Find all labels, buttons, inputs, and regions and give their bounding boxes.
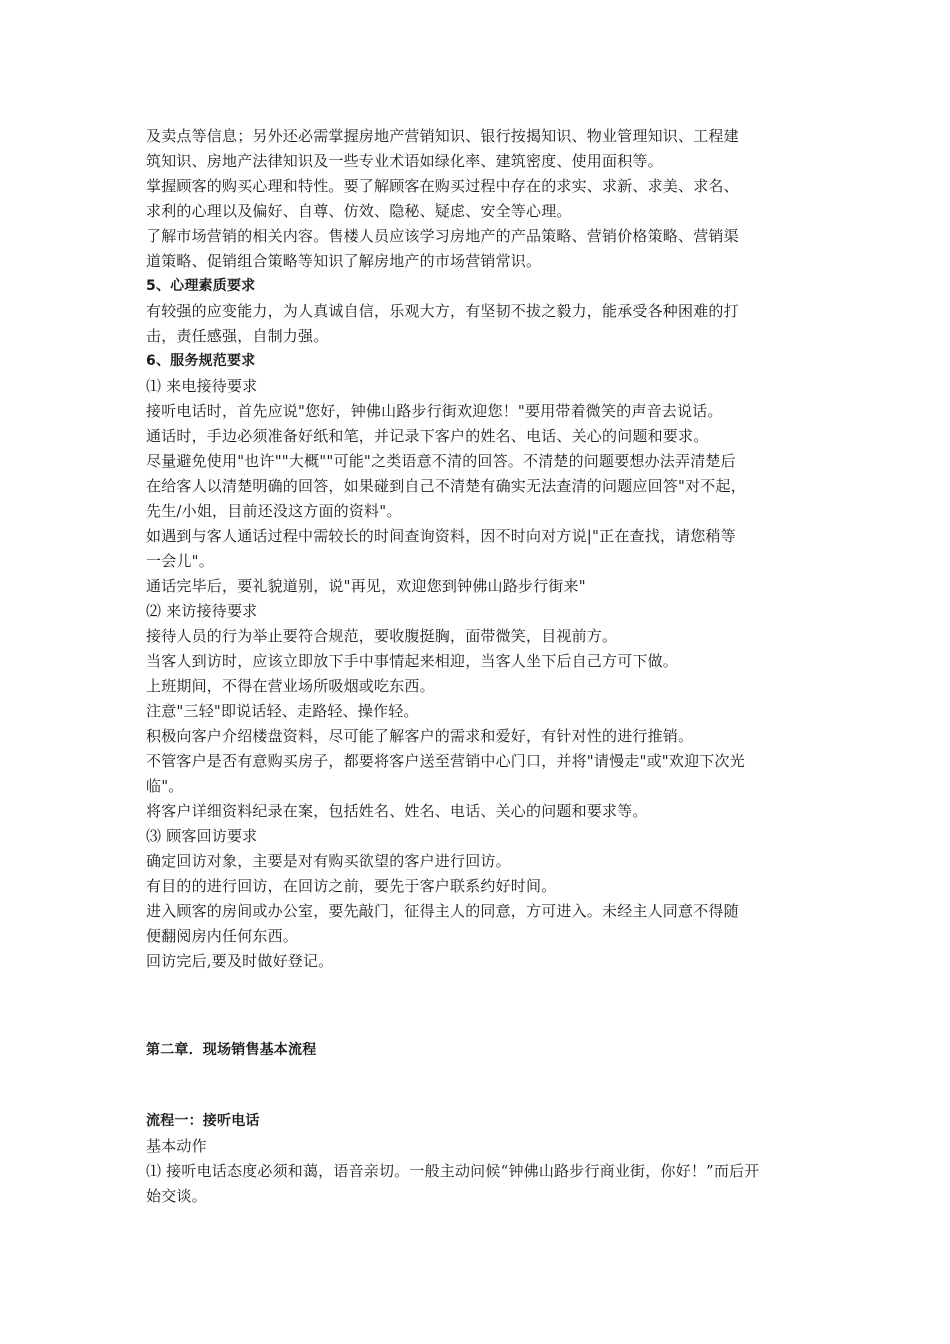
text-line: 先生/小姐，目前还没这方面的资料"。 [146,502,402,520]
text-line: 注意"三轻"即说话轻、走路轻、操作轻。 [146,702,419,720]
paragraph-block [146,299,806,349]
document-page [146,124,806,1209]
text-line: 通话完毕后，要礼貌道别，说"再见，欢迎您到钟佛山路步行街来" [146,577,586,595]
text-line: 如遇到与客人通话过程中需较长的时间查询资料，因不时向对方说|"正在查找，请您稍等 [146,527,736,545]
flow-title: 流程一：接听电话 [146,1113,260,1129]
paragraph-block [146,124,806,274]
section-heading-service: 6、服务规范要求 [146,353,256,369]
text-line: 将客户详细资料纪录在案，包括姓名、姓名、电话、关心的问题和要求等。 [146,802,648,820]
text-line: 在给客人以清楚明确的回答，如果碰到自己不清楚有确实无法查清的问题应回答"对不起， [146,477,746,495]
section-heading-psychology: 5、心理素质要求 [146,278,256,294]
text-line: 筑知识、房地产法律知识及一些专业术语如绿化率、建筑密度、使用面积等。 [146,152,663,170]
text-line: 掌握顾客的购买心理和特性。要了解顾客在购买过程中存在的求实、求新、求美、求名、 [146,177,739,195]
text-line: ⑵ 来访接待要求 [146,602,258,620]
spacer [146,974,806,1038]
text-line: 通话时，手边必须准备好纸和笔，并记录下客户的姓名、电话、关心的问题和要求。 [146,427,709,445]
text-line: 接听电话时，首先应说"您好，钟佛山路步行街欢迎您！"要用带着微笑的声音去说话。 [146,402,723,420]
text-line: ⑶ 顾客回访要求 [146,827,258,845]
text-line: 道策略、促销组合策略等知识了解房地产的市场营销常识。 [146,252,542,270]
text-line: ⑴ 接听电话态度必须和蔼，语音亲切。一般主动问候“钟佛山路步行商业街，你好！”而后开 [146,1162,760,1180]
text-line: 了解市场营销的相关内容。售楼人员应该学习房地产的产品策略、营销价格策略、营销渠 [146,227,739,245]
text-line: 有较强的应变能力，为人真诚自信，乐观大方，有坚韧不拔之毅力，能承受各种困难的打 [146,302,739,320]
text-line: 求利的心理以及偏好、自尊、仿效、隐秘、疑虑、安全等心理。 [146,202,572,220]
spacer [146,1063,806,1109]
text-line: 击，责任感强，自制力强。 [146,327,329,345]
text-line: 不管客户是否有意购买房子，都要将客户送至营销中心门口，并将"请慢走"或"欢迎下次光 [146,752,745,770]
text-line: 接待人员的行为举止要符合规范，要收腹挺胸，面带微笑，目视前方。 [146,627,618,645]
text-line: 当客人到访时，应该立即放下手中事情起来相迎，当客人坐下后自己方可下做。 [146,652,679,670]
text-line: 确定回访对象，主要是对有购买欲望的客户进行回访。 [146,852,511,870]
text-line: 始交谈。 [146,1187,207,1205]
text-line: 回访完后,要及时做好登记。 [146,952,334,970]
text-line: 基本动作 [146,1137,207,1155]
text-line: 临"。 [146,777,184,795]
text-line: 尽量避免使用"也许""大概""可能"之类语意不清的回答。不清楚的问题要想办法弄清楚后 [146,452,736,470]
text-line: 进入顾客的房间或办公室，要先敲门，征得主人的同意，方可进入。未经主人同意不得随 [146,902,739,920]
text-line: 积极向客户介绍楼盘资料，尽可能了解客户的需求和爱好，有针对性的进行推销。 [146,727,694,745]
text-line: 有目的的进行回访，在回访之前，要先于客户联系约好时间。 [146,877,557,895]
paragraph-block [146,374,806,974]
text-line: 及卖点等信息；另外还必需掌握房地产营销知识、银行按揭知识、物业管理知识、工程建 [146,127,739,145]
chapter-title: 第二章．现场销售基本流程 [146,1042,317,1058]
text-line: 便翻阅房内任何东西。 [146,927,299,945]
text-line: ⑴ 来电接待要求 [146,377,258,395]
text-line: 一会儿"。 [146,552,214,570]
paragraph-block [146,1134,806,1209]
text-line: 上班期间，不得在营业场所吸烟或吃东西。 [146,677,435,695]
